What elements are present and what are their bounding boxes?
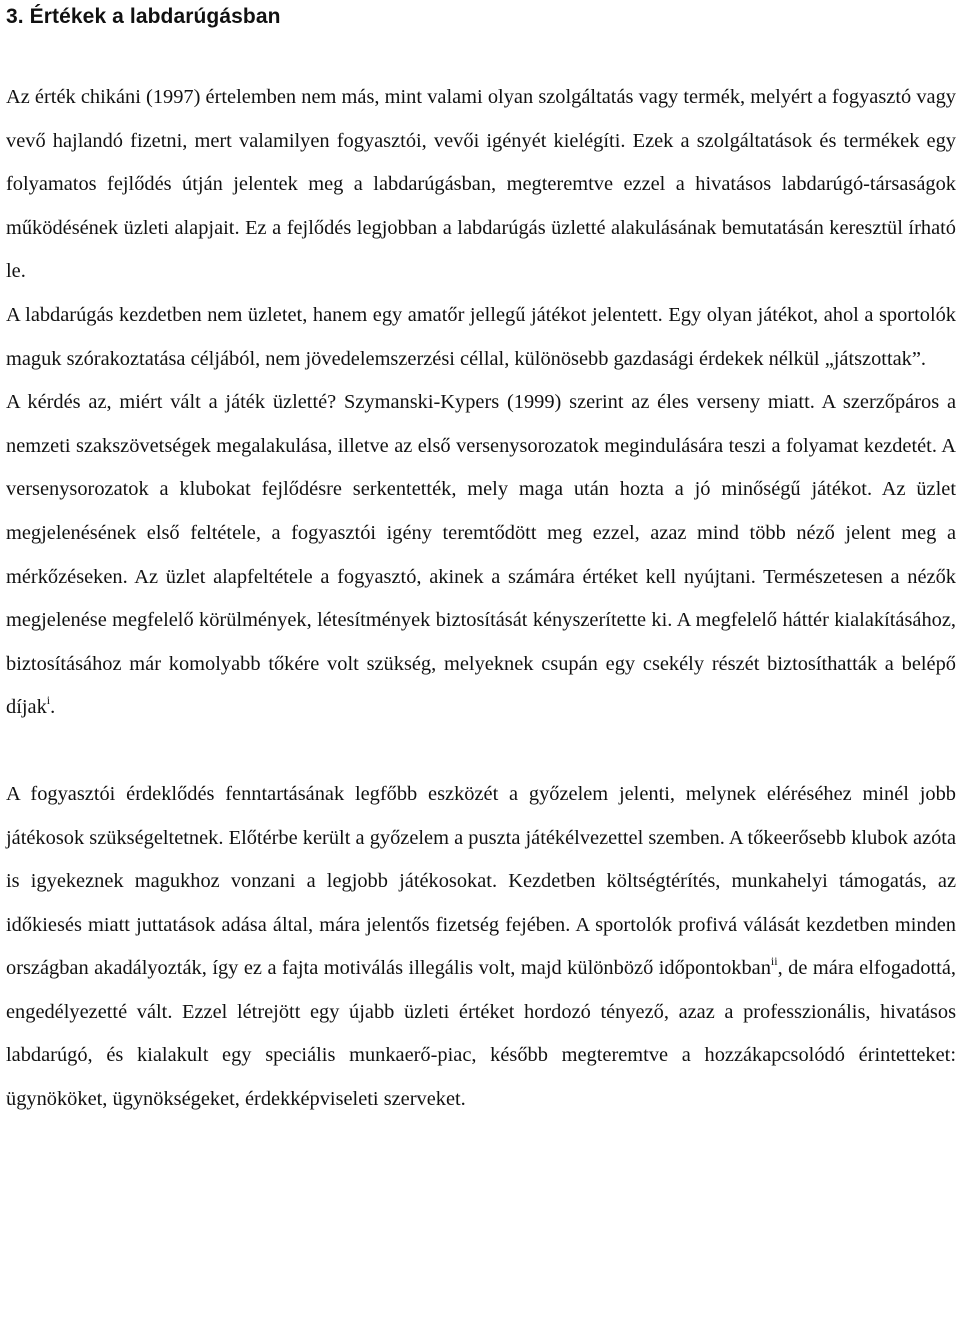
footnote-marker-i[interactable]: i: [46, 693, 51, 708]
paragraph-victory-text: A fogyasztói érdeklődés fenntartásának legfőbb eszközét a győzelem jelenti, melynek eléréséhez minél jobb játékosok szükségeltetnek. Előtérbe került a győzelem a puszta játékélvezettel szemben. A tőkeerősebb klubok azóta is igyekeznek magukhoz vonzani a legjobb játékosokat. Kezdetben költségtérítés, munkahelyi támogatás, az időkiesés miatt juttatások adása által, mára jelentős fizetség fejében. A sportolók profivá válását kezdetben minden országban akadályozták, így ez a fajta motiválás illegális volt, majd különböző időpontokban: [6, 782, 956, 980]
section-heading: 3. Értékek a labdarúgásban: [6, 5, 281, 28]
footnote-marker-ii[interactable]: ii: [770, 954, 778, 969]
paragraph-victory-end: , de mára elfogadottá, engedélyezetté vált. Ezzel létrejött egy újabb üzleti értéket hordozó tényező, azaz a professzionális, hivatásos labdarúgó, és kialakult egy speciális munkaerő-piac, később megteremtve a hozzákapcsolódó érintetteket: ügynököket, ügynökségeket, érdekképviseleti szerveket.: [6, 957, 956, 1111]
paragraph-victory: [6, 773, 956, 1122]
paragraph-value-definition: Az érték chikáni (1997) értelemben nem más, mint valami olyan szolgáltatás vagy termék, melyért a fogyasztó vagy vevő hajlandó fizetni, mert valamilyen fogyasztói, vevői igényét kielégíti. Ezek a szolgáltatások és termékek egy folyamatos fejlődés útján jelentek meg a labdarúgásban, megteremtve ezzel a hivatásos labdarúgó-társaságok működésének üzleti alapjait. Ez a fejlődés legjobban a labdarúgás üzletté alakulásának bemutatásán keresztül írható le.: [6, 86, 956, 283]
paragraph-competition: [6, 381, 956, 730]
paragraph-competition-text: A kérdés az, miért vált a játék üzletté? Szymanski-Kypers (1999) szerint az éles verseny miatt. A szerzőpáros a nemzeti szakszövetségek megalakulása, illetve az első versenysorozatok megindulására teszi a folyamat kezdetét. A versenysorozatok a klubokat fejlődésre serkentették, mely maga után hozta a jó minőségű játékot. Az üzlet megjelenésének első feltétele, a fogyasztói igény teremtődött meg ezzel, azaz mind több néző jelent meg a mérkőzéseken. Az üzlet alapfeltétele a fogyasztó, akinek a számára értéket kell nyújtani. Természetesen a nézők megjelenése megfelelő körülmények, létesítmények biztosítását kényszerítette ki. A megfelelő háttér kialakításához, biztosításához már komolyabb tőkére volt szükség, melyeknek csupán egy csekély részét biztosíthatták a belépő díjak: [6, 391, 957, 719]
paragraph-competition-end: .: [50, 696, 56, 719]
document-page: [6, 0, 956, 1122]
paragraph-amateur-origins: A labdarúgás kezdetben nem üzletet, hanem egy amatőr jellegű játékot jelentett. Egy olyan játékot, ahol a sportolók maguk szórakoztatása céljából, nem jövedelemszerzési céllal, különösebb gazdasági érdekek nélkül „játszottak”.: [6, 303, 956, 370]
